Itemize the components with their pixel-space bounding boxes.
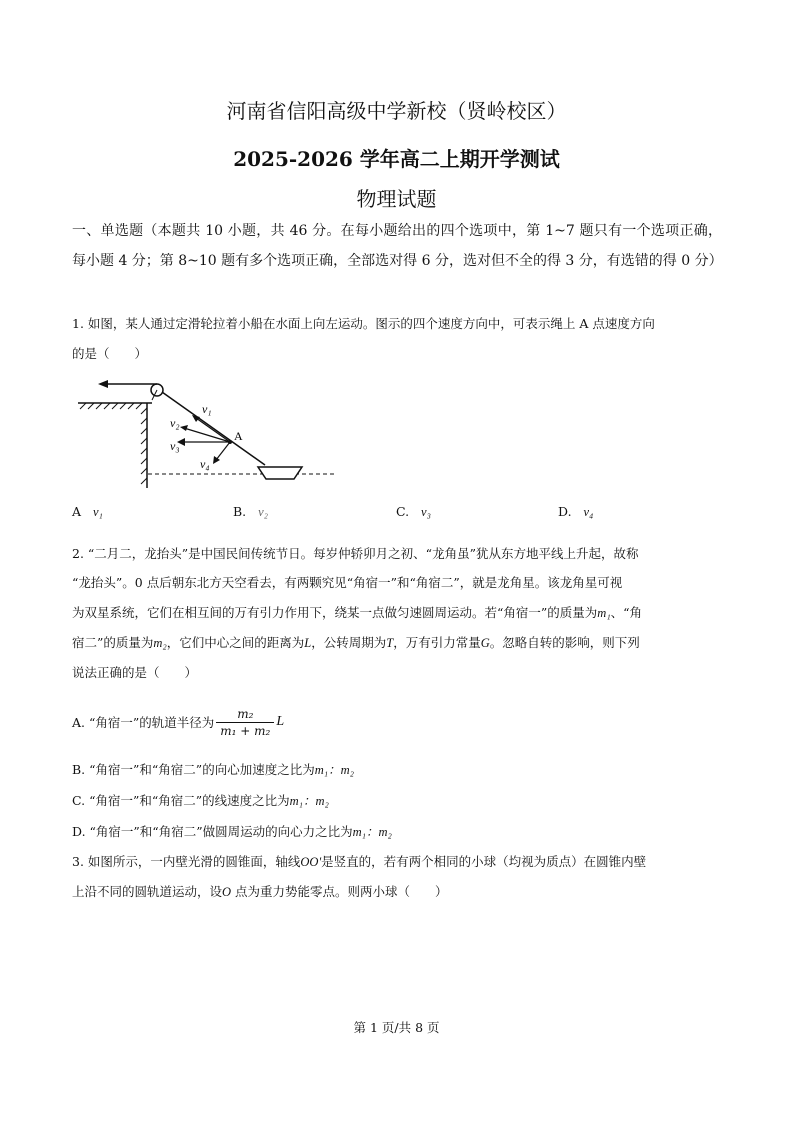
q1-option-a-text: v₁	[92, 505, 103, 519]
section-intro: 一、单选题（本题共 10 小题，共 46 分。在每小题给出的四个选项中，第 1~7 题只有一个选项正确，每小题 4 分；第 8~10 题有多个选项正确，全部选对得 6 分，选对但不全的得 3 分，有选错的得 0 分）	[72, 223, 723, 269]
q2-option-a-fraction: $\frac{\text{m₂}}{\text{m₁ + m₂}}$	[216, 706, 274, 739]
q1-option-b-key: B.	[233, 504, 247, 519]
q3-stem-line2: 上沿不同的圆轨道运动，设O 点为重力势能零点。则两小球（ ）	[72, 884, 448, 899]
q1-option-c-key: C.	[396, 504, 410, 519]
q1-option-d[interactable]	[558, 504, 593, 520]
school-title: 河南省信阳高级中学新校（贤岭校区）	[226, 99, 567, 123]
v1-label: v₁	[202, 402, 212, 416]
wall-hatch	[141, 408, 147, 484]
q1-stem-line2: 的是（ ）	[72, 346, 148, 361]
v1-vector	[196, 418, 230, 442]
q1-option-c[interactable]	[396, 504, 431, 520]
v2-label: v₂	[170, 416, 180, 430]
q1-option-a-key: A	[72, 504, 82, 519]
q1-option-c-text: v₃	[421, 505, 431, 519]
q1-stem-line1: 1. 如图，某人通过定滑轮拉着小船在水面上向左运动。图示的四个速度方向中，可表示绳上 A 点速度方向	[72, 316, 655, 331]
q2-option-a[interactable]: A. “角宿一”的轨道半径为 $\frac{\text{m₂}}{\text{m₁ + m₂}}$ L	[72, 706, 285, 738]
q2-stem-line1: 2. “二月二，龙抬头”是中国民间传统节日。每岁仲轿卯月之初、“龙角虽”犹从东方地平线上升起，故称	[72, 546, 639, 561]
v3-label: v₃	[170, 439, 180, 453]
q1-option-d-key: D.	[558, 504, 572, 519]
q2-stem-line2: “龙抬头”。0 点后朝东北方天空看去，有两颗究见“角宿一”和“角宿二”，就是龙角星。该龙角星可视	[72, 575, 623, 590]
q1-figure	[70, 370, 340, 495]
q2-stem-line5: 说法正确的是（ ）	[72, 665, 198, 680]
subject-title: 物理试题	[356, 187, 437, 211]
q1-option-a[interactable]	[72, 504, 103, 520]
q2-stem-line4: 宿二”的质量为m₂，它们中心之间的距离为L，公转周期为T，万有引力常量G。忽略自转的影响，则下列	[72, 635, 640, 650]
q2-stem-line3: 为双星系统，它们在相互间的万有引力作用下，绕某一点做匀速圆周运动。若“角宿一”的质量为m₁、“角	[72, 605, 643, 620]
q1-option-b[interactable]	[233, 504, 268, 520]
v4-vector	[216, 442, 230, 460]
pull-arrow-icon	[98, 380, 108, 388]
q2-option-c[interactable]: C. “角宿一”和“角宿二”的线速度之比为m₁：m₂	[72, 793, 329, 808]
q3-stem-line1: 3. 如图所示，一内壁光滑的圆锥面，轴线OO'是竖直的，若有两个相同的小球（均视为质点）在圆锥内壁	[72, 854, 647, 869]
q2-option-b[interactable]: B. “角宿一”和“角宿二”的向心加速度之比为m₁：m₂	[72, 762, 354, 777]
v4-label: v₄	[200, 457, 210, 471]
q1-option-d-text: v₄	[583, 505, 594, 519]
point-a-label: A	[234, 429, 243, 443]
exam-title: 2025-2026 学年高二上期开学测试	[233, 147, 560, 171]
ground-hatch	[80, 403, 142, 409]
q1-option-b-text: v₂	[258, 505, 268, 519]
q2-option-d[interactable]: D. “角宿一”和“角宿二”做圆周运动的向心力之比为m₁：m₂	[72, 824, 392, 839]
page-number: 第 1 页/共 8 页	[353, 1020, 440, 1035]
boat-icon	[258, 467, 302, 479]
